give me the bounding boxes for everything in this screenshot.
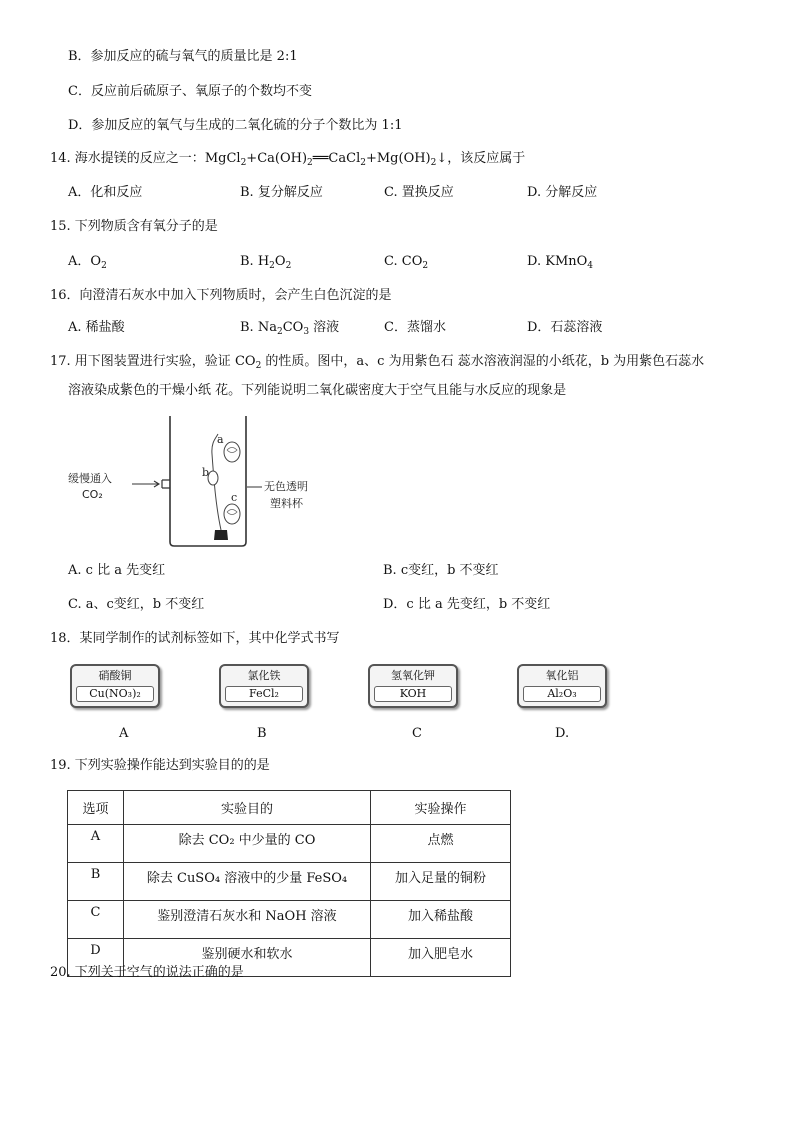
q14-option-c: C. 置换反应 xyxy=(384,185,454,200)
q17-experiment-diagram xyxy=(66,412,366,554)
table-header: 实验操作 xyxy=(371,791,511,825)
table-row xyxy=(68,901,511,939)
table-cell-option: A xyxy=(68,825,124,863)
q17-stem-line1: 17. 用下图装置进行实验，验证 $CO_2$ 的性质。图中，a、c 为用紫色石 蕊水溶液润湿的小纸花，b 为用紫色石蕊水 xyxy=(50,354,705,371)
table-cell-operation: 加入足量的铜粉 xyxy=(371,863,511,901)
q16-stem: 16．向澄清石灰水中加入下列物质时，会产生白色沉淀的是 xyxy=(50,288,392,303)
table-cell-operation: 加入稀盐酸 xyxy=(371,901,511,939)
q15-stem: 15. 下列物质含有氧分子的是 xyxy=(50,219,218,234)
table-header-row xyxy=(68,791,511,825)
q17-stem-line2: 溶液染成紫色的干燥小纸 花。下列能说明二氧化碳密度大于空气且能与水反应的现象是 xyxy=(68,383,567,398)
q13-option-c: C．反应前后硫原子、氧原子的个数均不变 xyxy=(68,84,312,99)
reagent-label-a xyxy=(70,664,160,708)
table-cell-purpose: 除去 CO₂ 中少量的 CO xyxy=(124,825,371,863)
reagent-name: 硝酸铜 xyxy=(98,669,132,682)
q19-table xyxy=(67,790,511,977)
table-row xyxy=(68,825,511,863)
q16-option-b: B. $Na_2CO_3$ 溶液 xyxy=(240,320,340,337)
label-letter-c: C xyxy=(412,726,422,741)
reagent-formula: KOH xyxy=(374,686,452,702)
flower-c-label: c xyxy=(231,491,238,504)
flower-c xyxy=(224,504,240,524)
table-cell-option: C xyxy=(68,901,124,939)
stand-base xyxy=(214,530,228,540)
q14-stem-suffix: ，该反应属于 xyxy=(447,151,526,166)
flower-a xyxy=(224,442,240,462)
q13-option-b: B．参加反应的硫与氧气的质量比是 2:1 xyxy=(68,49,298,64)
reagent-name: 氯化铁 xyxy=(247,669,281,682)
q14-stem-prefix: 14. 海水提镁的反应之一： xyxy=(50,151,205,166)
q14-stem xyxy=(50,151,525,167)
q16-option-c: C．蒸馏水 xyxy=(384,320,446,335)
q17-option-b: B. c变红，b 不变红 xyxy=(383,563,499,578)
table-cell-purpose: 除去 CuSO₄ 溶液中的少量 FeSO₄ xyxy=(124,863,371,901)
table-cell-operation: 点燃 xyxy=(371,825,511,863)
table-cell-option: B xyxy=(68,863,124,901)
q13-option-d: D．参加反应的氧气与生成的二氧化硫的分子个数比为 1:1 xyxy=(68,118,403,133)
q17-option-d: D．c 比 a 先变红，b 不变红 xyxy=(383,597,551,612)
table-cell-purpose: 鉴别硬水和软水 xyxy=(124,939,371,977)
q19-stem: 19. 下列实验操作能达到实验目的的是 xyxy=(50,758,270,773)
q20-stem: 20. 下列关于空气的说法正确的是 xyxy=(50,965,244,980)
inlet-label-line1: 缓慢通入 xyxy=(68,472,112,485)
label-letter-d: D. xyxy=(555,726,570,741)
q15-option-c: C. $CO_2$ xyxy=(384,254,429,271)
reagent-label-c xyxy=(368,664,458,708)
q14-equation: $MgCl_2+Ca(OH)_2══CaCl_2+Mg(OH)_2↓$ xyxy=(204,151,448,168)
q15-option-a: A．$O_2$ xyxy=(68,254,107,271)
table-cell-purpose: 鉴别澄清石灰水和 NaOH 溶液 xyxy=(124,901,371,939)
reagent-formula: FeCl₂ xyxy=(225,686,303,702)
label-letter-b: B xyxy=(257,726,267,741)
q17-option-c: C. a、c变红，b 不变红 xyxy=(68,597,205,612)
table-row xyxy=(68,863,511,901)
reagent-formula: Al₂O₃ xyxy=(523,686,601,702)
table-cell-operation: 加入肥皂水 xyxy=(371,939,511,977)
reagent-name: 氢氧化钾 xyxy=(391,669,435,682)
reagent-label-d xyxy=(517,664,607,708)
q14-option-a: A．化和反应 xyxy=(68,185,143,200)
q15-option-d: D. KMnO$_4$ xyxy=(527,254,594,271)
table-cell-option: D xyxy=(68,939,124,977)
q14-option-d: D. 分解反应 xyxy=(527,185,598,200)
flower-a-label: a xyxy=(217,433,224,446)
q14-option-b: B. 复分解反应 xyxy=(240,185,323,200)
label-letter-a: A xyxy=(119,726,129,741)
q16-option-d: D．石蕊溶液 xyxy=(527,320,603,335)
q17-option-a: A. c 比 a 先变红 xyxy=(68,563,166,578)
q15-option-b: B. $H_2O_2$ xyxy=(240,254,292,271)
q16-option-a: A. 稀盐酸 xyxy=(68,320,125,335)
inlet-tube xyxy=(162,480,170,488)
flower-b-label: b xyxy=(202,466,210,479)
table-header: 选项 xyxy=(68,791,124,825)
flower-b xyxy=(208,471,218,485)
cup-label-line1: 无色透明 xyxy=(264,480,308,493)
reagent-name: 氧化铝 xyxy=(545,669,579,682)
reagent-formula: Cu(NO₃)₂ xyxy=(76,686,154,702)
table-header: 实验目的 xyxy=(124,791,371,825)
inlet-label-line2: CO₂ xyxy=(82,488,103,501)
q18-stem: 18．某同学制作的试剂标签如下，其中化学式书写 xyxy=(50,631,340,646)
cup-label-line2: 塑料杯 xyxy=(270,497,303,510)
reagent-label-b xyxy=(219,664,309,708)
